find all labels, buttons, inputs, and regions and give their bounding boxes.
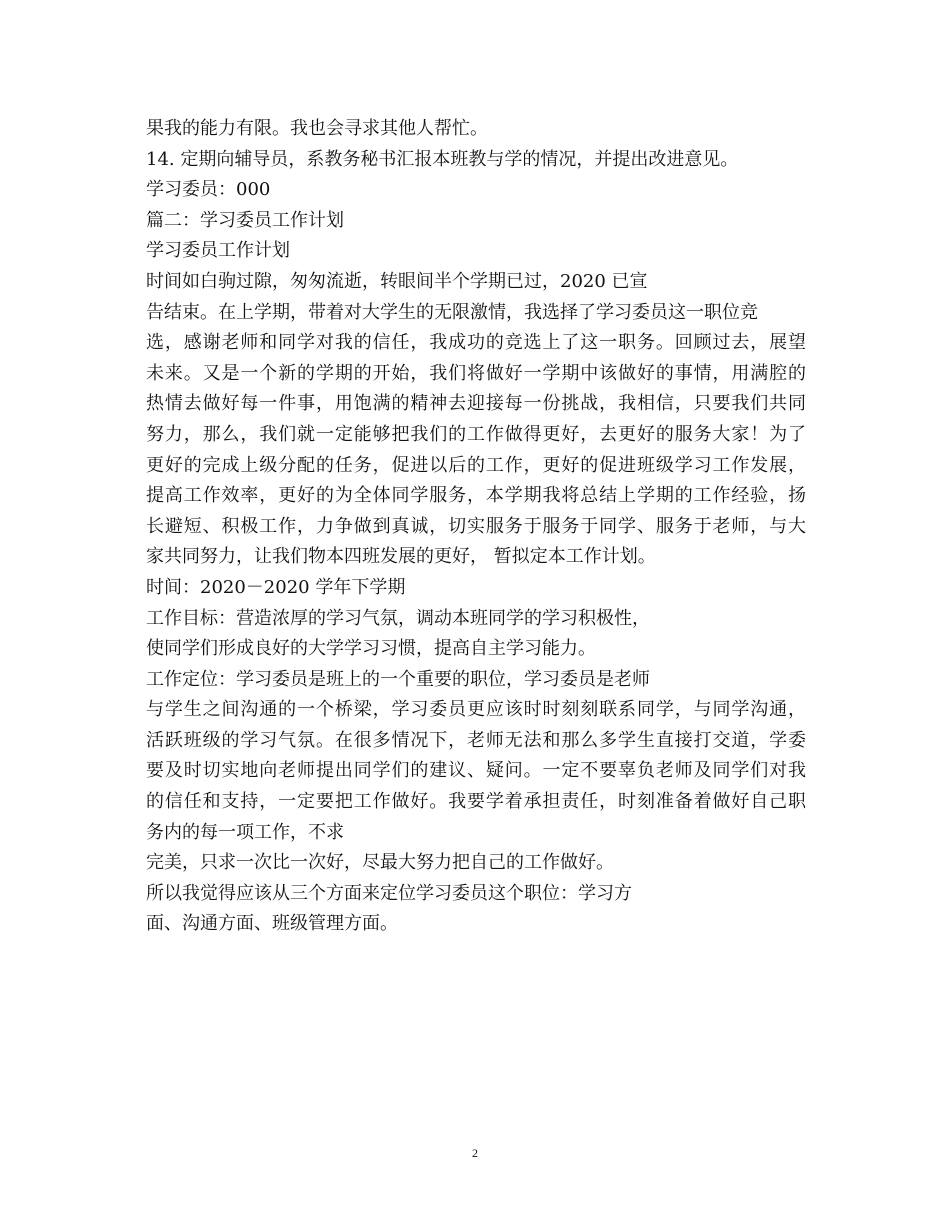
text-line: 篇二：学习委员工作计划 [146, 209, 344, 231]
text-line: 工作定位：学习委员是班上的一个重要的职位，学习委员是老师 [146, 668, 650, 690]
text-line: 时间：2020－2020 学年下学期 [146, 576, 406, 598]
text-line: 选，感谢老师和同学对我的信任，我成功的竞选上了这一职务。回顾过去，展望 [146, 332, 806, 354]
text-line: 时间如白驹过隙，匆匆流逝，转眼间半个学期已过，2020 已宣 [146, 270, 648, 292]
text-line: 使同学们形成良好的大学学习习惯，提高自主学习能力。 [146, 638, 596, 660]
document-body [146, 114, 806, 940]
text-line: 提高工作效率，更好的为全体同学服务，本学期我将总结上学期的工作经验，扬 [146, 485, 806, 507]
text-line: 活跃班级的学习气氛。在很多情况下，老师无法和那么多学生直接打交道，学委 [146, 729, 806, 751]
text-line: 工作目标：营造浓厚的学习气氛，调动本班同学的学习积极性， [146, 607, 650, 629]
text-line: 学习委员工作计划 [146, 240, 290, 262]
text-line: 要及时切实地向老师提出同学们的建议、疑问。一定不要辜负老师及同学们对我 [146, 760, 806, 782]
text-line: 家共同努力，让我们物本四班发展的更好， 暂拟定本工作计划。 [146, 546, 656, 568]
text-line: 告结束。在上学期，带着对大学生的无限激情，我选择了学习委员这一职位竞 [146, 301, 758, 323]
text-line: 热情去做好每一件事，用饱满的精神去迎接每一份挑战，我相信，只要我们共同 [146, 393, 806, 415]
text-line: 学习委员：000 [146, 179, 271, 201]
text-line: 务内的每一项工作，不求 [146, 821, 344, 843]
text-line: 努力，那么，我们就一定能够把我们的工作做得更好，去更好的服务大家！为了 [146, 423, 806, 445]
text-line: 面、沟通方面、班级管理方面。 [146, 913, 398, 935]
text-line: 与学生之间沟通的一个桥梁，学习委员更应该时时刻刻联系同学，与同学沟通， [146, 699, 806, 721]
text-line: 所以我觉得应该从三个方面来定位学习委员这个职位：学习方 [146, 882, 632, 904]
text-line: 14. 定期向辅导员，系教务秘书汇报本班教与学的情况，并提出改进意见。 [146, 148, 739, 170]
text-line: 果我的能力有限。我也会寻求其他人帮忙。 [146, 118, 488, 139]
text-line: 完美，只求一次比一次好，尽最大努力把自己的工作做好。 [146, 852, 614, 874]
text-line: 更好的完成上级分配的任务，促进以后的工作，更好的促进班级学习工作发展， [146, 454, 806, 476]
text-line: 未来。又是一个新的学期的开始，我们将做好一学期中该做好的事情，用满腔的 [146, 362, 806, 384]
page-number: 2 [472, 1146, 478, 1160]
text-line: 的信任和支持，一定要把工作做好。我要学着承担责任，时刻准备着做好自己职 [146, 791, 806, 813]
text-line: 长避短、积极工作，力争做到真诚，切实服务于服务于同学、服务于老师，与大 [146, 515, 806, 537]
